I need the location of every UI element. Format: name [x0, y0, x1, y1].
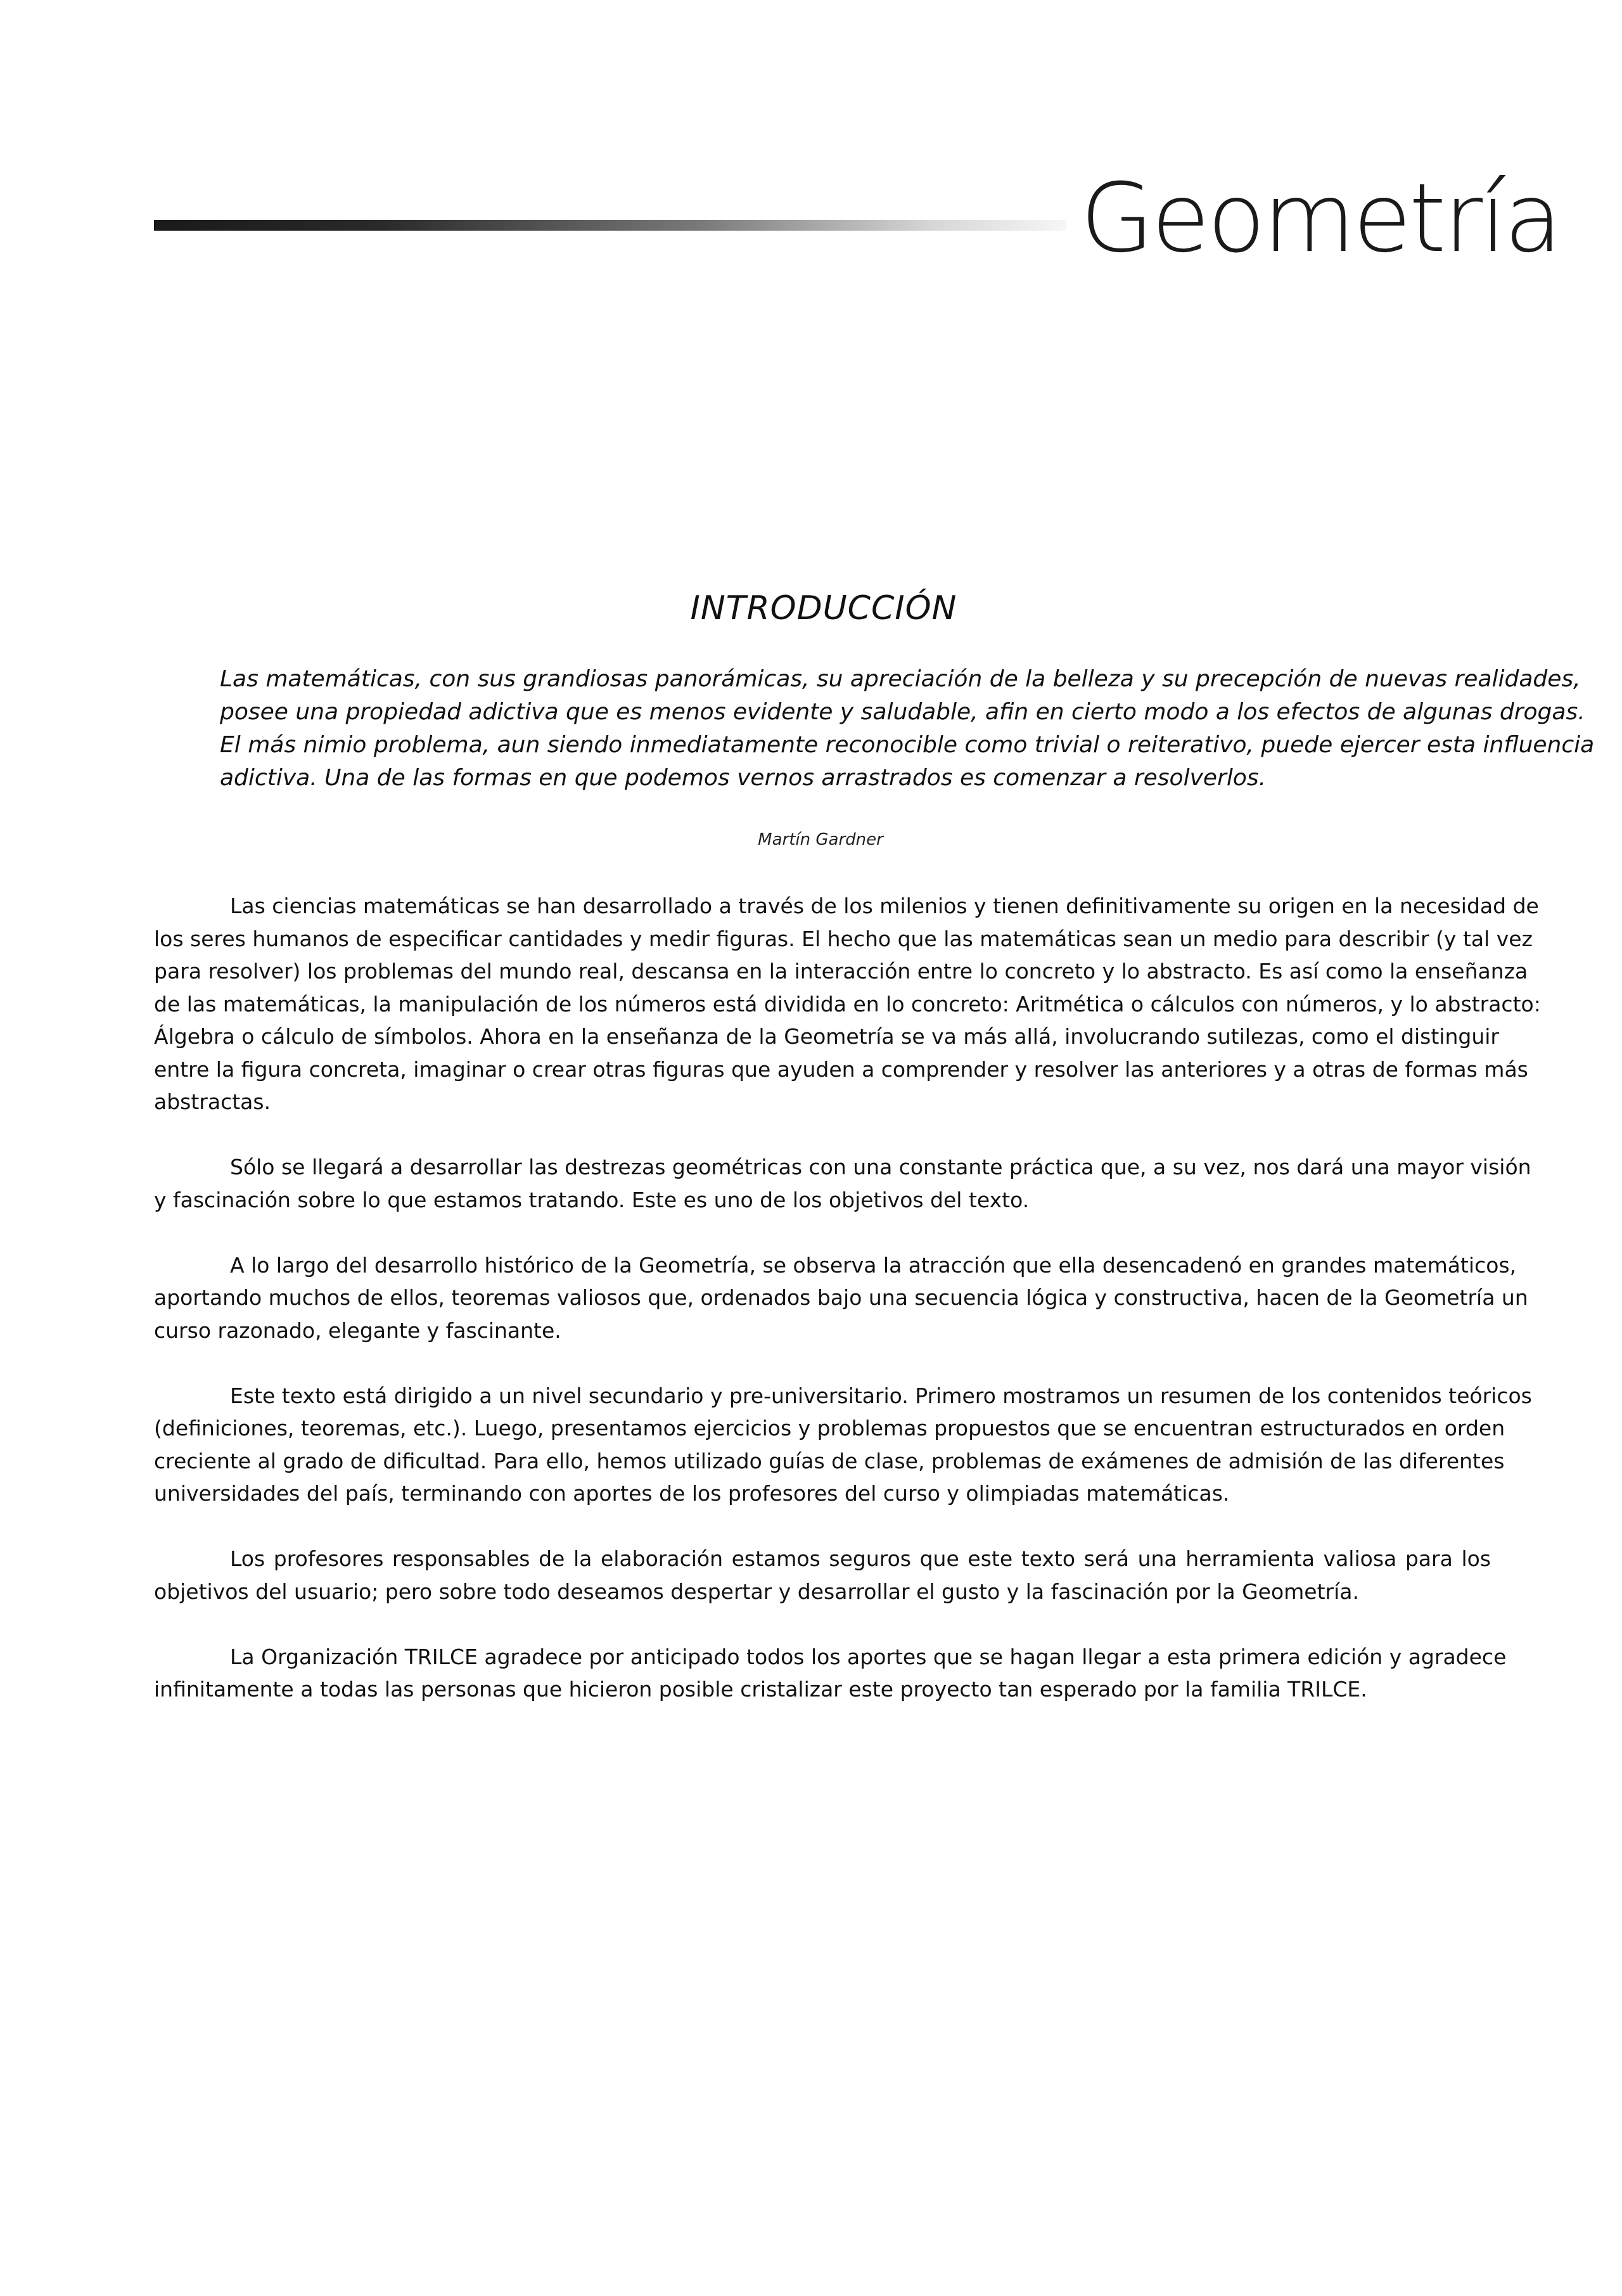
paragraph-line: universidades del país, terminando con aportes de los profesores del curso y olimpiadas matemáticas.	[154, 1481, 1230, 1506]
paragraph-line: entre la figura concreta, imaginar o crear otras figuras que ayuden a comprender y resolver las anteriores y a otras de formas más	[154, 1056, 1528, 1082]
paragraph-spacer	[154, 1347, 1491, 1380]
paragraph-3	[154, 1249, 1528, 1347]
paragraph-line: objetivos del usuario; pero sobre todo deseamos despertar y desarrollar el gusto y la fascinación por la Geometría.	[154, 1579, 1359, 1604]
paragraph-line: Las ciencias matemáticas se han desarrollado a través de los milenios y tienen definitivamente su origen en la necesidad de	[230, 894, 1539, 918]
paragraph-line: creciente al grado de dificultad. Para ello, hemos utilizado guías de clase, problemas de exámenes de admisión de las diferentes	[154, 1448, 1505, 1473]
paragraph-line: para resolver) los problemas del mundo real, descansa en la interacción entre lo concreto y lo abstracto. Es así como la enseñanza	[154, 959, 1528, 984]
paragraph-line: Este texto está dirigido a un nivel secundario y pre-universitario. Primero mostramos un resumen de los contenidos teóricos	[230, 1383, 1532, 1408]
quote-line: posee una propiedad adictiva que es menos evidente y saludable, afin en cierto modo a los efectos de algunas drogas.	[220, 699, 1585, 725]
paragraph-spacer	[154, 1119, 1491, 1151]
paragraph-line: aportando muchos de ellos, teoremas valiosos que, ordenados bajo una secuencia lógica y constructiva, hacen de la Geometría un	[154, 1285, 1528, 1310]
paragraph-1	[154, 890, 1541, 1119]
quote-line: adictiva. Una de las formas en que podemos vernos arrastrados es comenzar a resolverlos.	[220, 765, 1267, 791]
body-text	[154, 890, 1541, 1706]
paragraph-line: Sólo se llegará a desarrollar las destrezas geométricas con una constante práctica que, a su vez, nos dará una mayor visión	[230, 1155, 1531, 1179]
paragraph-2	[154, 1151, 1531, 1216]
epigraph-quote	[220, 663, 1595, 795]
paragraph-line: y fascinación sobre lo que estamos tratando. Este es uno de los objetivos del texto.	[154, 1187, 1030, 1212]
page-title: Geometría	[1080, 164, 1560, 274]
paragraph-line: Los profesores responsables de la elaboración estamos seguros que este texto será una herramienta valiosa para los	[230, 1546, 1491, 1571]
header-rule	[154, 220, 1066, 231]
quote-line: El más nimio problema, aun siendo inmediatamente reconocible como trivial o reiterativo, puede ejercer esta influencia	[220, 732, 1595, 758]
paragraph-line: Álgebra o cálculo de símbolos. Ahora en la enseñanza de la Geometría se va más allá, involucrando sutilezas, como el distinguir	[154, 1024, 1499, 1049]
paragraph-line: de las matemáticas, la manipulación de los números está dividida en lo concreto: Aritmética o cálculos con números, y lo abstracto:	[154, 991, 1541, 1017]
paragraph-line: los seres humanos de especificar cantidades y medir figuras. El hecho que las matemáticas sean un medio para describir (y tal vez	[154, 926, 1533, 951]
paragraph-6	[154, 1641, 1507, 1706]
paragraph-4	[154, 1380, 1532, 1510]
quote-author: Martín Gardner	[758, 830, 883, 849]
paragraph-line: A lo largo del desarrollo histórico de la Geometría, se observa la atracción que ella desencadenó en grandes matemáticos,	[230, 1252, 1517, 1278]
paragraph-line: (definiciones, teoremas, etc.). Luego, presentamos ejercicios y problemas propuestos que se encuentran estructurados en orden	[154, 1416, 1505, 1440]
quote-line: Las matemáticas, con sus grandiosas panorámicas, su apreciación de la belleza y su precepción de nuevas realidades,	[220, 666, 1581, 692]
intro-heading: INTRODUCCIÓN	[690, 589, 957, 627]
paragraph-5	[154, 1542, 1491, 1608]
paragraph-spacer	[154, 1510, 1491, 1543]
paragraph-line: La Organización TRILCE agradece por anticipado todos los aportes que se hagan llegar a esta primera edición y agradece	[230, 1644, 1507, 1669]
paragraph-line: infinitamente a todas las personas que hicieron posible cristalizar este proyecto tan esperado por la familia TRILCE.	[154, 1677, 1367, 1702]
paragraph-line: abstractas.	[154, 1089, 271, 1114]
paragraph-spacer	[154, 1608, 1491, 1641]
paragraph-spacer	[154, 1216, 1491, 1249]
paragraph-line: curso razonado, elegante y fascinante.	[154, 1318, 561, 1343]
